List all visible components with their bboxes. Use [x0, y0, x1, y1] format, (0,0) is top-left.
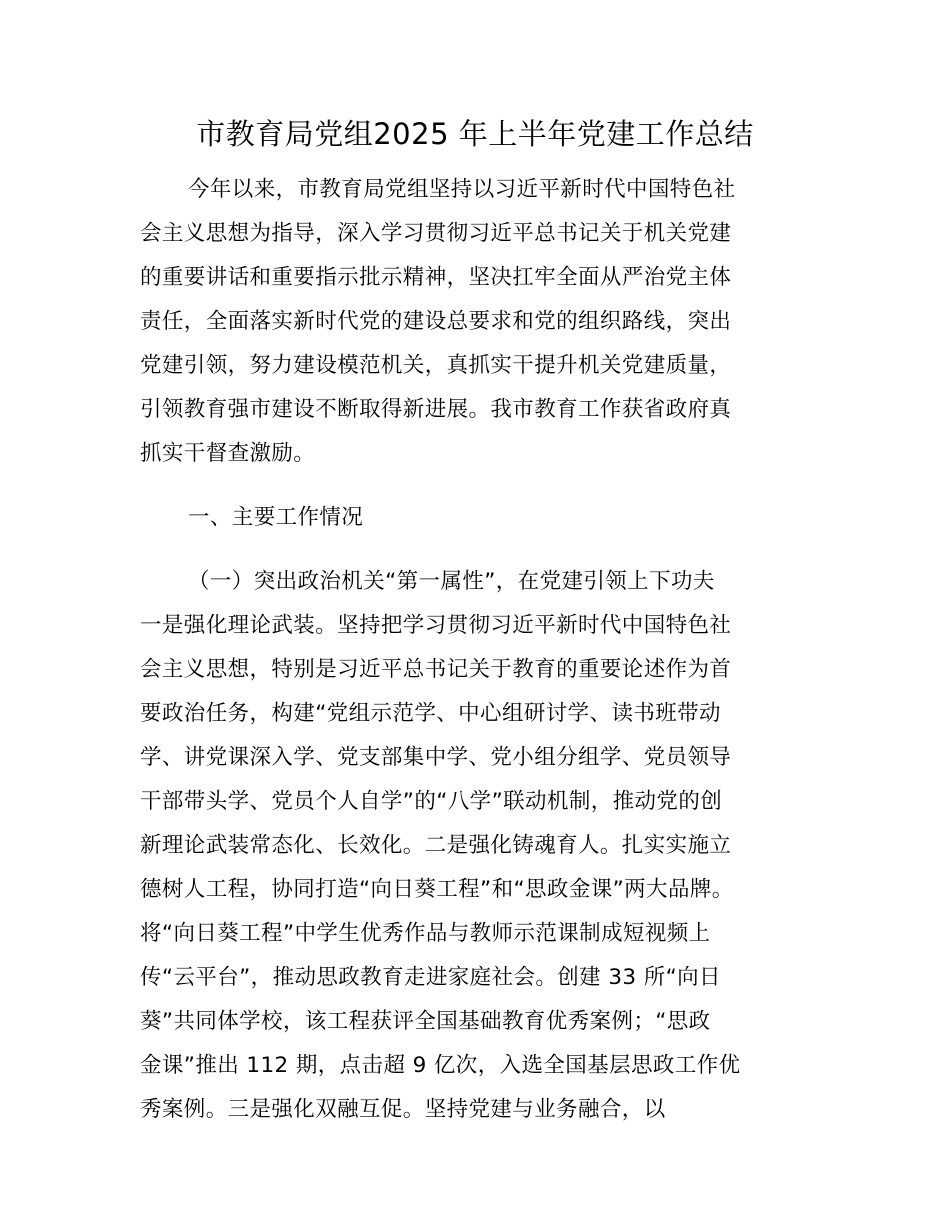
intro-paragraph — [140, 168, 830, 476]
body-line: 新理论武装常态化、长效化。二是强化铸魂育人。扎实实施立 — [140, 833, 732, 858]
body-line: 德树人工程，协同打造“向日葵工程”和“思政金课”两大品牌。 — [140, 877, 734, 902]
document-title: 市教育局党组2025 年上半年党建工作总结 — [196, 117, 754, 151]
intro-line: 会主义思想为指导，深入学习贯彻习近平总书记关于机关党建 — [140, 221, 732, 246]
document-body — [140, 168, 830, 1132]
subsection-heading: （一）突出政治机关“第一属性”，在党建引领上下功夫 — [188, 569, 715, 594]
body-line: 学、讲党课深入学、党支部集中学、党小组分组学、党员领导 — [140, 745, 732, 770]
intro-line: 抓实干督查激励。 — [140, 441, 316, 466]
body-line: 传“云平台”，推动思政教育走进家庭社会。创建 33 所“向日 — [140, 965, 721, 990]
body-paragraph — [140, 604, 830, 1132]
body-line: 秀案例。三是强化双融互促。坚持党建与业务融合，以 — [140, 1097, 666, 1122]
body-line: 将“向日葵工程”中学生优秀作品与教师示范课制成短视频上 — [140, 921, 711, 946]
intro-line: 引领教育强市建设不断取得新进展。我市教育工作获省政府真 — [140, 397, 732, 422]
body-line: 葵”共同体学校，该工程获评全国基础教育优秀案例；“思政 — [140, 1009, 711, 1034]
section-heading: 一、主要工作情况 — [188, 505, 364, 530]
intro-line: 今年以来，市教育局党组坚持以习近平新时代中国特色社 — [188, 177, 736, 202]
intro-line: 党建引领，努力建设模范机关，真抓实干提升机关党建质量， — [140, 353, 732, 378]
intro-line: 责任，全面落实新时代党的建设总要求和党的组织路线，突出 — [140, 309, 732, 334]
body-line: 一是强化理论武装。坚持把学习贯彻习近平新时代中国特色社 — [140, 613, 732, 638]
body-line: 会主义思想，特别是习近平总书记关于教育的重要论述作为首 — [140, 657, 732, 682]
body-line: 要政治任务，构建“党组示范学、中心组研讨学、读书班带动 — [140, 701, 721, 726]
body-line: 金课”推出 112 期，点击超 9 亿次，入选全国基层思政工作优 — [140, 1053, 741, 1078]
body-line: 干部带头学、党员个人自学”的“八学”联动机制，推动党的创 — [140, 789, 723, 814]
intro-line: 的重要讲话和重要指示批示精神，坚决扛牢全面从严治党主体 — [140, 265, 732, 290]
